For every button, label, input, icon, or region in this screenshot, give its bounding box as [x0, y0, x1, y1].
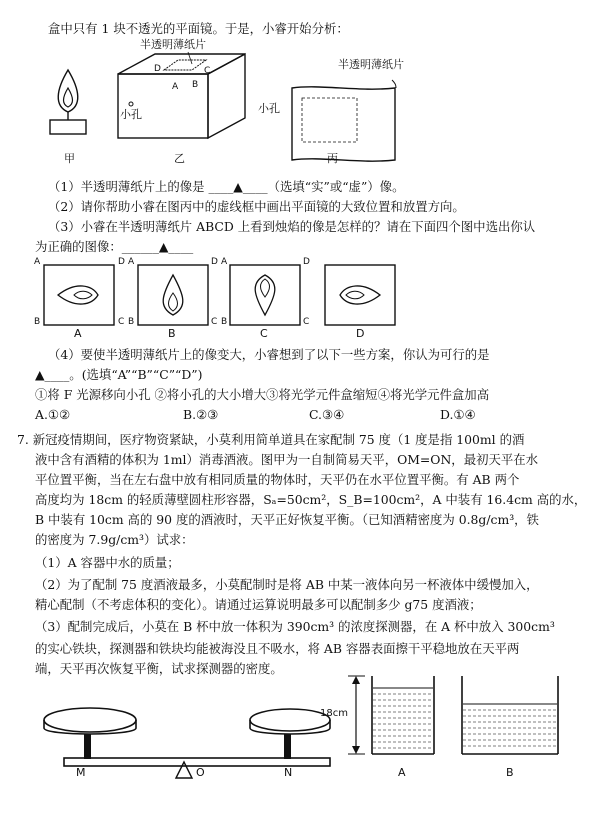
q7-line-10: （3）配制完成后，小莫在 B 杯中放一体积为 390cm³ 的浓度探测器，在 A 杯中放入 300cm³ — [35, 619, 555, 634]
opt-b-br: C — [211, 317, 218, 327]
corner-d-label: D — [154, 64, 161, 74]
balance-figure — [30, 670, 590, 820]
opt-c-caption: C — [260, 327, 268, 340]
height-label: 18cm — [320, 708, 348, 719]
opt-c-br: C — [303, 317, 310, 327]
opt-b-bl: B — [128, 317, 135, 327]
question-2: （2）请你帮助小睿在图丙中的虚线框中画出平面镜的大致位置和放置方向。 — [48, 199, 465, 214]
film-label-box: 半透明薄纸片 — [140, 38, 206, 51]
intro-line: 盒中只有 1 块不透光的平面镜。于是，小睿开始分析： — [48, 21, 349, 36]
candle-drawing — [50, 70, 86, 134]
opt-c-tr: D — [303, 257, 310, 267]
choice-a: A.①② — [35, 407, 71, 422]
opt-d-caption: D — [356, 327, 365, 340]
question-1: （1）半透明薄纸片上的像是 ____▲____（选填“实”或“虚”）像。 — [48, 179, 405, 194]
film-drawing — [292, 80, 396, 161]
opt-c-bl: B — [221, 317, 228, 327]
opt-a-caption: A — [74, 327, 82, 340]
opt-b-tl: A — [128, 257, 135, 267]
label-o: O — [196, 766, 205, 779]
figure-optics-box — [40, 40, 420, 165]
q7-line-1: 7. 新冠疫情期间，医疗物资紧缺，小莫利用简单道具在家配制 75 度（1 度是指 100ml 的酒 — [17, 432, 525, 447]
q7-line-11: 的实心铁块，探测器和铁块均能被海没且不吸水，将 AB 容器表面擦干平稳地放在天平两 — [35, 641, 520, 656]
corner-b-label: B — [192, 80, 199, 90]
opt-b-tr: D — [211, 257, 218, 267]
opt-b-caption: B — [168, 327, 176, 340]
option-box-b — [138, 265, 208, 325]
caption-jia: 甲 — [64, 152, 75, 165]
cup-a-label: A — [398, 766, 406, 779]
opt-c-tl: A — [221, 257, 228, 267]
box-drawing — [118, 52, 245, 138]
question-3-line2: 为正确的图像：______▲____ — [35, 239, 194, 254]
option-box-c — [230, 265, 300, 325]
opt-a-bl: B — [34, 317, 41, 327]
options-figure — [34, 255, 420, 340]
label-n: N — [284, 766, 293, 779]
choice-d: D.①④ — [440, 407, 476, 422]
option-box-a — [44, 265, 114, 325]
q7-line-9: 精心配制（不考虑体积的变化）。请通过运算说明最多可以配制多少 g75 度酒液； — [35, 597, 482, 612]
balance-drawing — [30, 670, 590, 820]
question-3-line1: （3）小睿在半透明薄纸片 ABCD 上看到烛焰的像是怎样的？请在下面四个图中选出你认 — [48, 219, 536, 234]
question-4-line2: ▲____。(选填“A”“B”“C”“D”) — [35, 367, 203, 382]
question-4-line3: ①将 F 光源移向小孔 ②将小孔的大小增大③将光学元件盒缩短④将光学元件盒加高 — [35, 387, 490, 402]
q7-line-12: 端，天平再次恢复平衡，试求探测器的密度。 — [35, 661, 283, 676]
opt-a-br: C — [118, 317, 125, 327]
q7-line-6: 的密度为 7.9g/cm³）试求： — [35, 532, 194, 547]
question-4-line1: （4）要使半透明薄纸片上的像变大，小睿想到了以下一些方案，你认为可行的是 — [48, 347, 490, 362]
q7-line-3: 平位置平衡，当在左右盘中放有相同质量的物体时，天平仍在水平位置平衡。有 AB 两个 — [35, 472, 520, 487]
q7-line-2: 液中含有酒精的体积为 1ml）消毒酒液。图甲为一自制简易天平，OM=ON，最初天平在水 — [35, 452, 539, 467]
opt-a-tr: D — [118, 257, 125, 267]
opt-a-tl: A — [34, 257, 41, 267]
corner-a-label: A — [172, 82, 179, 92]
choice-b: B.②③ — [183, 407, 219, 422]
cup-b-label: B — [506, 766, 514, 779]
caption-bing: 丙 — [327, 152, 338, 165]
q7-line-4: 高度均为 18cm 的轻质薄壁圆柱形容器，Sₐ=50cm²，S_B=100cm²，A 中装有 16.4cm 高的水， — [35, 492, 587, 507]
corner-c-label: C — [204, 66, 211, 76]
q7-line-5: B 中装有 10cm 高的 90 度的酒液时，天平正好恢复平衡。（已知酒精密度为 0.8g/cm³，铁 — [35, 512, 539, 527]
hole-label-right: 小孔 — [258, 102, 280, 115]
caption-yi: 乙 — [174, 152, 185, 165]
q7-line-7: （1）A 容器中水的质量； — [35, 555, 180, 570]
choice-c: C.③④ — [309, 407, 345, 422]
q7-line-8: （2）为了配制 75 度酒液最多，小莫配制时是将 AB 中某一液体向另一杯液体中缓慢加入， — [35, 577, 539, 592]
film-label-right: 半透明薄纸片 — [338, 58, 404, 71]
hole-label-box: 小孔 — [120, 108, 142, 121]
option-box-d — [325, 265, 395, 325]
label-m: M — [76, 766, 86, 779]
